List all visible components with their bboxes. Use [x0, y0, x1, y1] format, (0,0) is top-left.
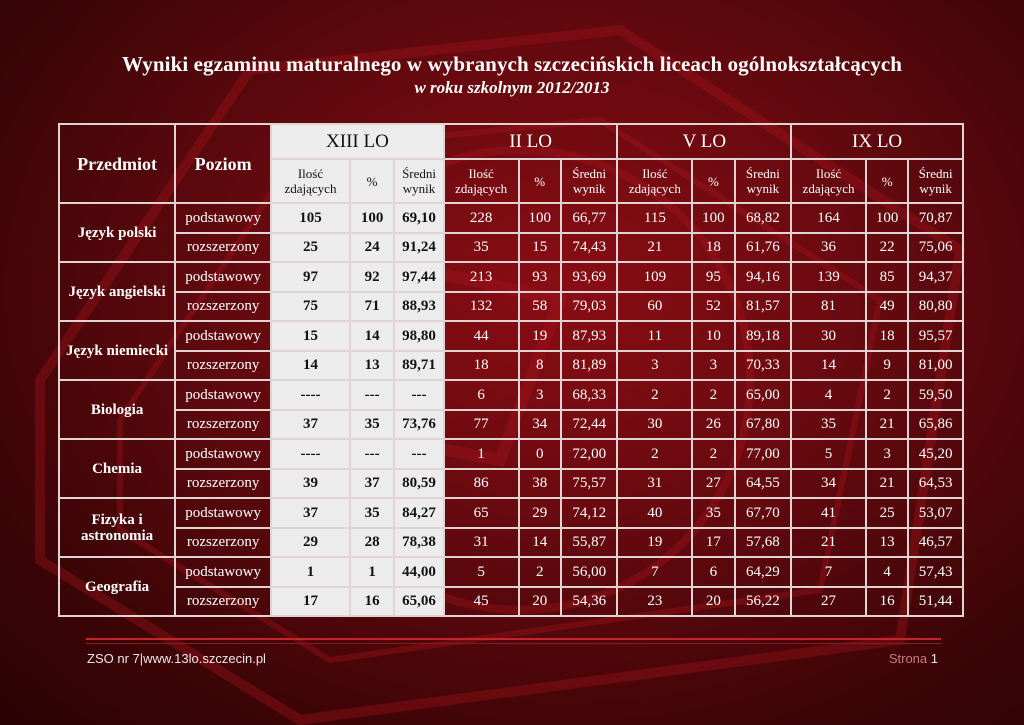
table-row [59, 321, 963, 351]
table-cell: 35 [692, 498, 734, 528]
table-cell: 87,93 [561, 321, 618, 351]
table-cell: 35 [444, 233, 519, 263]
table-cell: 3 [617, 351, 692, 381]
table-cell: 34 [519, 410, 561, 440]
table-cell: 51,44 [908, 587, 963, 617]
table-row [59, 557, 963, 587]
table-cell: 68,82 [735, 203, 792, 233]
table-cell: 26 [692, 410, 734, 440]
table-cell: 20 [519, 587, 561, 617]
level-name: podstawowy [175, 262, 271, 292]
table-cell: 97 [271, 262, 350, 292]
table-cell: 53,07 [908, 498, 963, 528]
subject-name: Geografia [59, 557, 175, 616]
table-cell: 2 [519, 557, 561, 587]
table-cell: 68,33 [561, 380, 618, 410]
results-body [59, 203, 963, 616]
table-cell: 70,87 [908, 203, 963, 233]
table-cell: 17 [692, 528, 734, 558]
table-cell: 109 [617, 262, 692, 292]
table-cell: 81,89 [561, 351, 618, 381]
subheader-count-school-3: Ilość zdających [791, 159, 866, 203]
table-cell: 25 [271, 233, 350, 263]
page-subtitle: w roku szkolnym 2012/2013 [414, 78, 610, 97]
table-cell: 55,87 [561, 528, 618, 558]
header-school-v: V LO [617, 124, 791, 159]
table-cell: 61,76 [735, 233, 792, 263]
table-cell: --- [394, 380, 443, 410]
table-cell: 35 [791, 410, 866, 440]
table-cell: 11 [617, 321, 692, 351]
subheader-pct-school-2: % [692, 159, 734, 203]
table-cell: 100 [350, 203, 394, 233]
table-cell: 2 [617, 380, 692, 410]
table-cell: ---- [271, 439, 350, 469]
table-cell: 14 [791, 351, 866, 381]
table-cell: 0 [519, 439, 561, 469]
table-cell: 41 [791, 498, 866, 528]
table-cell: 3 [866, 439, 908, 469]
table-cell: 29 [271, 528, 350, 558]
table-cell: 94,37 [908, 262, 963, 292]
table-cell: 27 [791, 587, 866, 617]
table-cell: 3 [692, 351, 734, 381]
table-cell: 115 [617, 203, 692, 233]
table-cell: 7 [791, 557, 866, 587]
subheader-avg-school-2: Średni wynik [735, 159, 792, 203]
table-cell: 98,80 [394, 321, 443, 351]
table-cell: 81 [791, 292, 866, 322]
footer-rule-thin [86, 643, 941, 644]
table-cell: 21 [617, 233, 692, 263]
table-row [59, 233, 963, 263]
table-row [59, 292, 963, 322]
table-row [59, 380, 963, 410]
footer-site: ZSO nr 7|www.13lo.szczecin.pl [87, 651, 266, 666]
table-cell: 80,80 [908, 292, 963, 322]
table-cell: 1 [271, 557, 350, 587]
table-cell: 72,00 [561, 439, 618, 469]
table-cell: 228 [444, 203, 519, 233]
level-name: rozszerzony [175, 528, 271, 558]
table-cell: 60 [617, 292, 692, 322]
table-cell: 37 [271, 498, 350, 528]
table-cell: 94,16 [735, 262, 792, 292]
table-cell: 69,10 [394, 203, 443, 233]
table-cell: 31 [444, 528, 519, 558]
table-cell: 2 [692, 439, 734, 469]
table-cell: 92 [350, 262, 394, 292]
table-cell: 37 [271, 410, 350, 440]
subheader-pct-school-3: % [866, 159, 908, 203]
table-cell: 6 [444, 380, 519, 410]
footer-rule [86, 638, 941, 640]
table-cell: 13 [866, 528, 908, 558]
table-cell: 38 [519, 469, 561, 499]
table-cell: 2 [866, 380, 908, 410]
header-subject: Przedmiot [59, 124, 175, 203]
table-cell: --- [350, 380, 394, 410]
table-cell: 13 [350, 351, 394, 381]
table-cell: 84,27 [394, 498, 443, 528]
table-cell: 36 [791, 233, 866, 263]
table-cell: 77 [444, 410, 519, 440]
table-cell: 6 [692, 557, 734, 587]
table-cell: 22 [866, 233, 908, 263]
subject-name: Fizyka i astronomia [59, 498, 175, 557]
table-cell: ---- [271, 380, 350, 410]
table-cell: 57,43 [908, 557, 963, 587]
subject-name: Biologia [59, 380, 175, 439]
table-cell: 81,57 [735, 292, 792, 322]
level-name: podstawowy [175, 321, 271, 351]
table-cell: 30 [617, 410, 692, 440]
table-cell: 45 [444, 587, 519, 617]
table-row [59, 528, 963, 558]
table-cell: 89,18 [735, 321, 792, 351]
level-name: rozszerzony [175, 233, 271, 263]
table-cell: 88,93 [394, 292, 443, 322]
table-cell: 4 [791, 380, 866, 410]
table-cell: 75,06 [908, 233, 963, 263]
table-cell: 56,00 [561, 557, 618, 587]
table-cell: 24 [350, 233, 394, 263]
table-cell: 46,57 [908, 528, 963, 558]
results-table [58, 123, 964, 617]
level-name: rozszerzony [175, 469, 271, 499]
table-row [59, 410, 963, 440]
table-cell: 95 [692, 262, 734, 292]
table-cell: 100 [692, 203, 734, 233]
level-name: podstawowy [175, 203, 271, 233]
footer-page-label: Strona [888, 651, 928, 666]
level-name: podstawowy [175, 498, 271, 528]
table-cell: 8 [519, 351, 561, 381]
table-cell: 97,44 [394, 262, 443, 292]
table-cell: 27 [692, 469, 734, 499]
table-cell: 64,29 [735, 557, 792, 587]
table-cell: 52 [692, 292, 734, 322]
table-cell: 35 [350, 410, 394, 440]
table-cell: 18 [692, 233, 734, 263]
table-cell: 71 [350, 292, 394, 322]
table-cell: 67,80 [735, 410, 792, 440]
table-cell: 19 [617, 528, 692, 558]
table-cell: 14 [350, 321, 394, 351]
table-row [59, 469, 963, 499]
table-cell: 15 [519, 233, 561, 263]
level-name: rozszerzony [175, 351, 271, 381]
table-cell: 35 [350, 498, 394, 528]
table-cell: 65,06 [394, 587, 443, 617]
header-school-ii: II LO [444, 124, 618, 159]
table-cell: 89,71 [394, 351, 443, 381]
subject-name: Język polski [59, 203, 175, 262]
table-cell: 17 [271, 587, 350, 617]
table-cell: 29 [519, 498, 561, 528]
table-cell: 16 [350, 587, 394, 617]
table-cell: 64,55 [735, 469, 792, 499]
table-cell: 14 [519, 528, 561, 558]
table-cell: 65,00 [735, 380, 792, 410]
table-cell: 9 [866, 351, 908, 381]
subheader-count-school-1: Ilość zdających [444, 159, 519, 203]
table-cell: 39 [271, 469, 350, 499]
table-cell: 74,43 [561, 233, 618, 263]
table-cell: --- [394, 439, 443, 469]
table-cell: 2 [617, 439, 692, 469]
table-cell: 57,68 [735, 528, 792, 558]
table-cell: 3 [519, 380, 561, 410]
table-cell: 1 [350, 557, 394, 587]
table-cell: 70,33 [735, 351, 792, 381]
table-cell: 81,00 [908, 351, 963, 381]
level-name: rozszerzony [175, 292, 271, 322]
footer-page-number: 1 [930, 651, 938, 666]
table-cell: 132 [444, 292, 519, 322]
table-cell: 40 [617, 498, 692, 528]
table-cell: 74,12 [561, 498, 618, 528]
table-cell: 31 [617, 469, 692, 499]
table-cell: 93,69 [561, 262, 618, 292]
table-cell: 100 [866, 203, 908, 233]
table-cell: 65 [444, 498, 519, 528]
table-cell: 73,76 [394, 410, 443, 440]
subheader-avg-school-0: Średni wynik [394, 159, 443, 203]
table-cell: 15 [271, 321, 350, 351]
table-row [59, 498, 963, 528]
table-cell: 80,59 [394, 469, 443, 499]
subheader-pct-school-1: % [519, 159, 561, 203]
table-cell: 44 [444, 321, 519, 351]
table-cell: 7 [617, 557, 692, 587]
page-title: Wyniki egzaminu maturalnego w wybranych szczecińskich liceach ogólnokształcących [121, 52, 903, 76]
table-cell: 164 [791, 203, 866, 233]
subheader-count-school-2: Ilość zdających [617, 159, 692, 203]
table-cell: 45,20 [908, 439, 963, 469]
table-cell: 95,57 [908, 321, 963, 351]
subheader-avg-school-3: Średni wynik [908, 159, 963, 203]
table-cell: 77,00 [735, 439, 792, 469]
table-cell: 18 [444, 351, 519, 381]
subheader-avg-school-1: Średni wynik [561, 159, 618, 203]
level-name: rozszerzony [175, 410, 271, 440]
table-row [59, 262, 963, 292]
table-cell: 34 [791, 469, 866, 499]
subheader-pct-school-0: % [350, 159, 394, 203]
table-cell: 93 [519, 262, 561, 292]
subject-name: Język niemiecki [59, 321, 175, 380]
table-cell: 21 [791, 528, 866, 558]
table-cell: 139 [791, 262, 866, 292]
table-cell: 100 [519, 203, 561, 233]
table-cell: 14 [271, 351, 350, 381]
table-cell: 10 [692, 321, 734, 351]
subheader-count-school-0: Ilość zdających [271, 159, 350, 203]
table-cell: 21 [866, 469, 908, 499]
level-name: rozszerzony [175, 587, 271, 617]
table-cell: 28 [350, 528, 394, 558]
footer-page [889, 651, 938, 666]
table-cell: 23 [617, 587, 692, 617]
table-cell: 91,24 [394, 233, 443, 263]
level-name: podstawowy [175, 380, 271, 410]
level-name: podstawowy [175, 557, 271, 587]
table-cell: 16 [866, 587, 908, 617]
table-cell: 56,22 [735, 587, 792, 617]
table-cell: 20 [692, 587, 734, 617]
table-cell: 58 [519, 292, 561, 322]
table-cell: 19 [519, 321, 561, 351]
table-cell: 65,86 [908, 410, 963, 440]
table-cell: 59,50 [908, 380, 963, 410]
header-level: Poziom [175, 124, 271, 203]
table-cell: 44,00 [394, 557, 443, 587]
table-cell: 85 [866, 262, 908, 292]
table-row [59, 351, 963, 381]
table-cell: 5 [791, 439, 866, 469]
table-cell: 64,53 [908, 469, 963, 499]
subject-name: Język angielski [59, 262, 175, 321]
subject-name: Chemia [59, 439, 175, 498]
table-cell: 25 [866, 498, 908, 528]
table-row [59, 203, 963, 233]
table-cell: 75,57 [561, 469, 618, 499]
header-school-xiii: XIII LO [271, 124, 444, 159]
table-cell: 5 [444, 557, 519, 587]
table-cell: 4 [866, 557, 908, 587]
table-cell: 49 [866, 292, 908, 322]
table-cell: 105 [271, 203, 350, 233]
table-row [59, 439, 963, 469]
table-cell: 78,38 [394, 528, 443, 558]
header-school-ix: IX LO [791, 124, 963, 159]
table-cell: 54,36 [561, 587, 618, 617]
table-cell: --- [350, 439, 394, 469]
table-cell: 86 [444, 469, 519, 499]
table-cell: 37 [350, 469, 394, 499]
table-cell: 75 [271, 292, 350, 322]
table-row [59, 587, 963, 617]
table-cell: 1 [444, 439, 519, 469]
table-cell: 30 [791, 321, 866, 351]
table-cell: 21 [866, 410, 908, 440]
table-cell: 18 [866, 321, 908, 351]
level-name: podstawowy [175, 439, 271, 469]
table-cell: 72,44 [561, 410, 618, 440]
table-cell: 67,70 [735, 498, 792, 528]
table-cell: 2 [692, 380, 734, 410]
table-cell: 79,03 [561, 292, 618, 322]
table-cell: 213 [444, 262, 519, 292]
table-cell: 66,77 [561, 203, 618, 233]
